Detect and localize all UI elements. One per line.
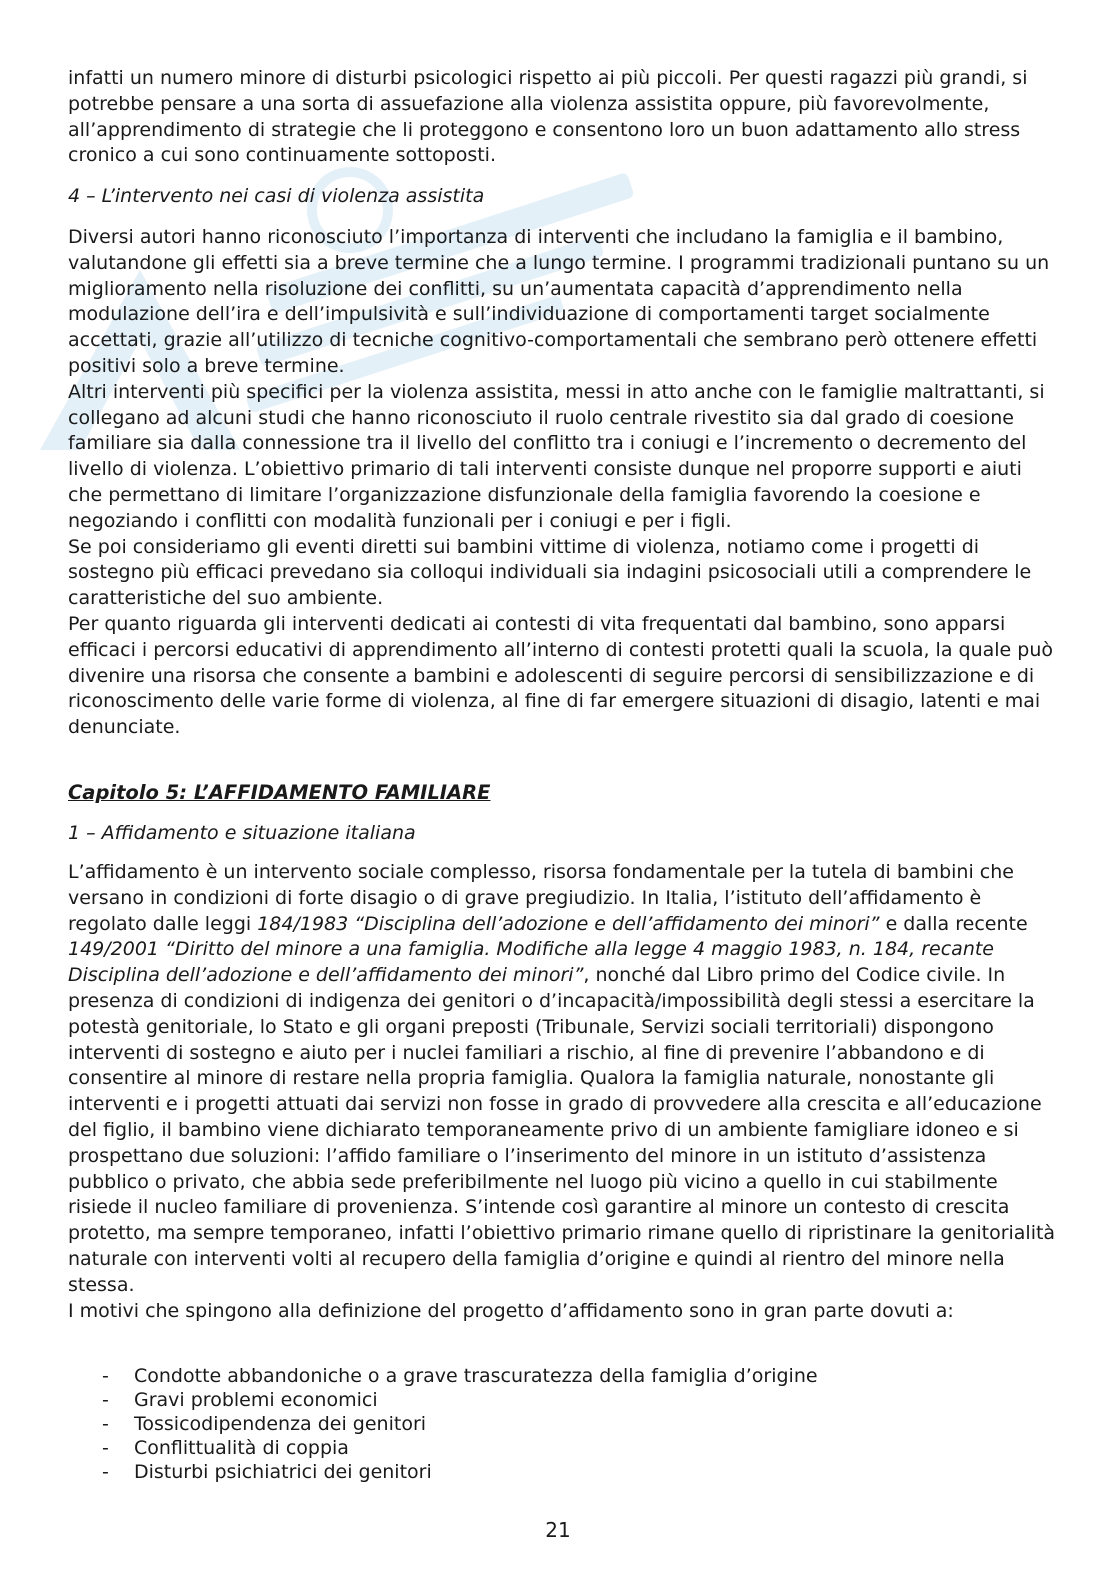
section4-paragraph-4: Per quanto riguarda gli interventi dedicati ai contesti di vita frequentati dal bambino, sono apparsi efficaci i percorsi educativi di apprendimento all’interno di contesti protetti quali la scuola, la quale può divenire una risorsa che consente a bambini e adolescenti di seguire percorsi di sensibilizzazione e di riconoscimento delle varie forme di violenza, al fine di far emergere situazioni di disagio, latenti e mai denunciate. <box>68 612 1053 739</box>
section-heading-4: 4 – L’intervento nei casi di violenza assistita <box>68 185 485 207</box>
section4-paragraph-3: Se poi consideriamo gli eventi diretti sui bambini vittime di violenza, notiamo come i progetti di sostegno più efficaci prevedano sia colloqui individuali sia indagini psicosociali utili a comprendere le caratteristiche del suo ambiente. <box>68 535 1032 610</box>
law-reference-1: 184/1983 “Disciplina dell’adozione e dell’affidamento dei minori” <box>257 912 880 935</box>
list-item-text: Conflittualità di coppia <box>134 1437 349 1459</box>
section1-paragraph-1 <box>68 860 1058 1299</box>
bullet-list <box>68 1364 1058 1484</box>
section-4-body <box>68 225 1058 741</box>
section-heading-1: 1 – Affidamento e situazione italiana <box>68 822 416 844</box>
section1-text-a: L’affidamento è un intervento sociale complesso, risorsa fondamentale per la tutela di bambini che versano in condizioni di forte disagio o di grave pregiudizio. In Italia, l’istituto dell’affidamento è regolato dalle leggi <box>68 861 1014 935</box>
section1-paragraph-2: I motivi che spingono alla definizione del progetto d’affidamento sono in gran parte dovuti a: <box>68 1299 954 1322</box>
list-item <box>68 1364 1058 1388</box>
bullet-marker: - <box>102 1389 109 1411</box>
list-item-text: Disturbi psichiatrici dei genitori <box>134 1461 432 1483</box>
bullet-marker: - <box>102 1365 109 1387</box>
list-item <box>68 1388 1058 1412</box>
list-item <box>68 1412 1058 1436</box>
section-1-body <box>68 860 1058 1324</box>
list-item <box>68 1460 1058 1484</box>
list-item <box>68 1436 1058 1460</box>
section4-paragraph-2: Altri interventi più specifici per la violenza assistita, messi in atto anche con le famiglie maltrattanti, si collegano ad alcuni studi che hanno riconosciuto il ruolo centrale rivestito sia dal grado di coesione familiare sia dalla connessione tra il livello del conflitto tra i coniugi e l’incremento o decremento del livello di violenza. L’obiettivo primario di tali interventi consiste dunque nel proporre supporti e aiuti che permettano di limitare l’organizzazione disfunzionale della famiglia favorendo la coesione e negoziando i conflitti con modalità funzionali per i coniugi e per i figli. <box>68 380 1045 532</box>
paragraph-intro: infatti un numero minore di disturbi psicologici rispetto ai più piccoli. Per questi ragazzi più grandi, si potrebbe pensare a una sorta di assuefazione alla violenza assistita oppure, più favorevolmente, all’apprendimento di strategie che li proteggono e consentono loro un buon adattamento allo stress cronico a cui sono continuamente sottoposti. <box>68 67 1028 167</box>
section1-text-c: , nonché dal Libro primo del Codice civile. In presenza di condizioni di indigenza dei genitori o d’incapacità/impossibilità degli stessi a esercitare la potestà genitoriale, lo Stato e gli organi preposti (Tribunale, Servizi sociali territoriali) dispongono interventi di sostegno e aiuto per i nuclei familiari a rischio, al fine di prevenire l’abbandono e di consentire al minore di restare nella propria famiglia. Qualora la famiglia naturale, nonostante gli interventi e i progetti attuati dai servizi non fosse in grado di provvedere alla crescita e all’educazione del figlio, il bambino viene dichiarato temporaneamente privo di un ambiente famigliare idoneo e si prospettano due soluzioni: l’affido familiare o l’inserimento del minore in un istituto d’assistenza pubblico o privato, che abbia sede preferibilmente nel luogo più vicino a quello in cui stabilmente risiede il nucleo familiare di provenienza. S’intende così garantire al minore un contesto di crescita protetto, ma sempre temporaneo, infatti l’obiettivo primario rimane quello di ripristinare la genitorialità naturale con interventi volti al recupero della famiglia d’origine e quindi al rientro del minore nella stessa. <box>68 964 1056 1296</box>
list-item-text: Tossicodipendenza dei genitori <box>134 1413 427 1435</box>
bullet-marker: - <box>102 1461 109 1483</box>
page-number: 21 <box>545 1518 571 1542</box>
section4-paragraph-1: Diversi autori hanno riconosciuto l’importanza di interventi che includano la famiglia e il bambino, valutandone gli effetti sia a breve termine che a lungo termine. I programmi tradizionali puntano su un miglioramento nella risoluzione dei conflitti, su un’aumentata capacità d’apprendimento nella modulazione dell’ira e dell’impulsività e sull’individuazione di comportamenti target socialmente accettati, grazie all’utilizzo di tecniche cognitivo-comportamentali che sembrano però ottenere effetti positivi solo a breve termine. <box>68 226 1050 377</box>
list-item-text: Condotte abbandoniche o a grave trascuratezza della famiglia d’origine <box>134 1365 818 1387</box>
bullet-marker: - <box>102 1437 109 1459</box>
chapter-title: Capitolo 5: L’AFFIDAMENTO FAMILIARE <box>68 781 491 804</box>
list-item-text: Gravi problemi economici <box>134 1389 378 1411</box>
section1-text-b: e dalla recente <box>879 912 1028 935</box>
law-reference-2: 149/2001 “Diritto del minore a una famiglia. Modifiche alla legge 4 maggio 1983, n. 184, recante Disciplina dell’adozione e dell’affidamento dei minori” <box>68 938 994 987</box>
bullet-marker: - <box>102 1413 109 1435</box>
